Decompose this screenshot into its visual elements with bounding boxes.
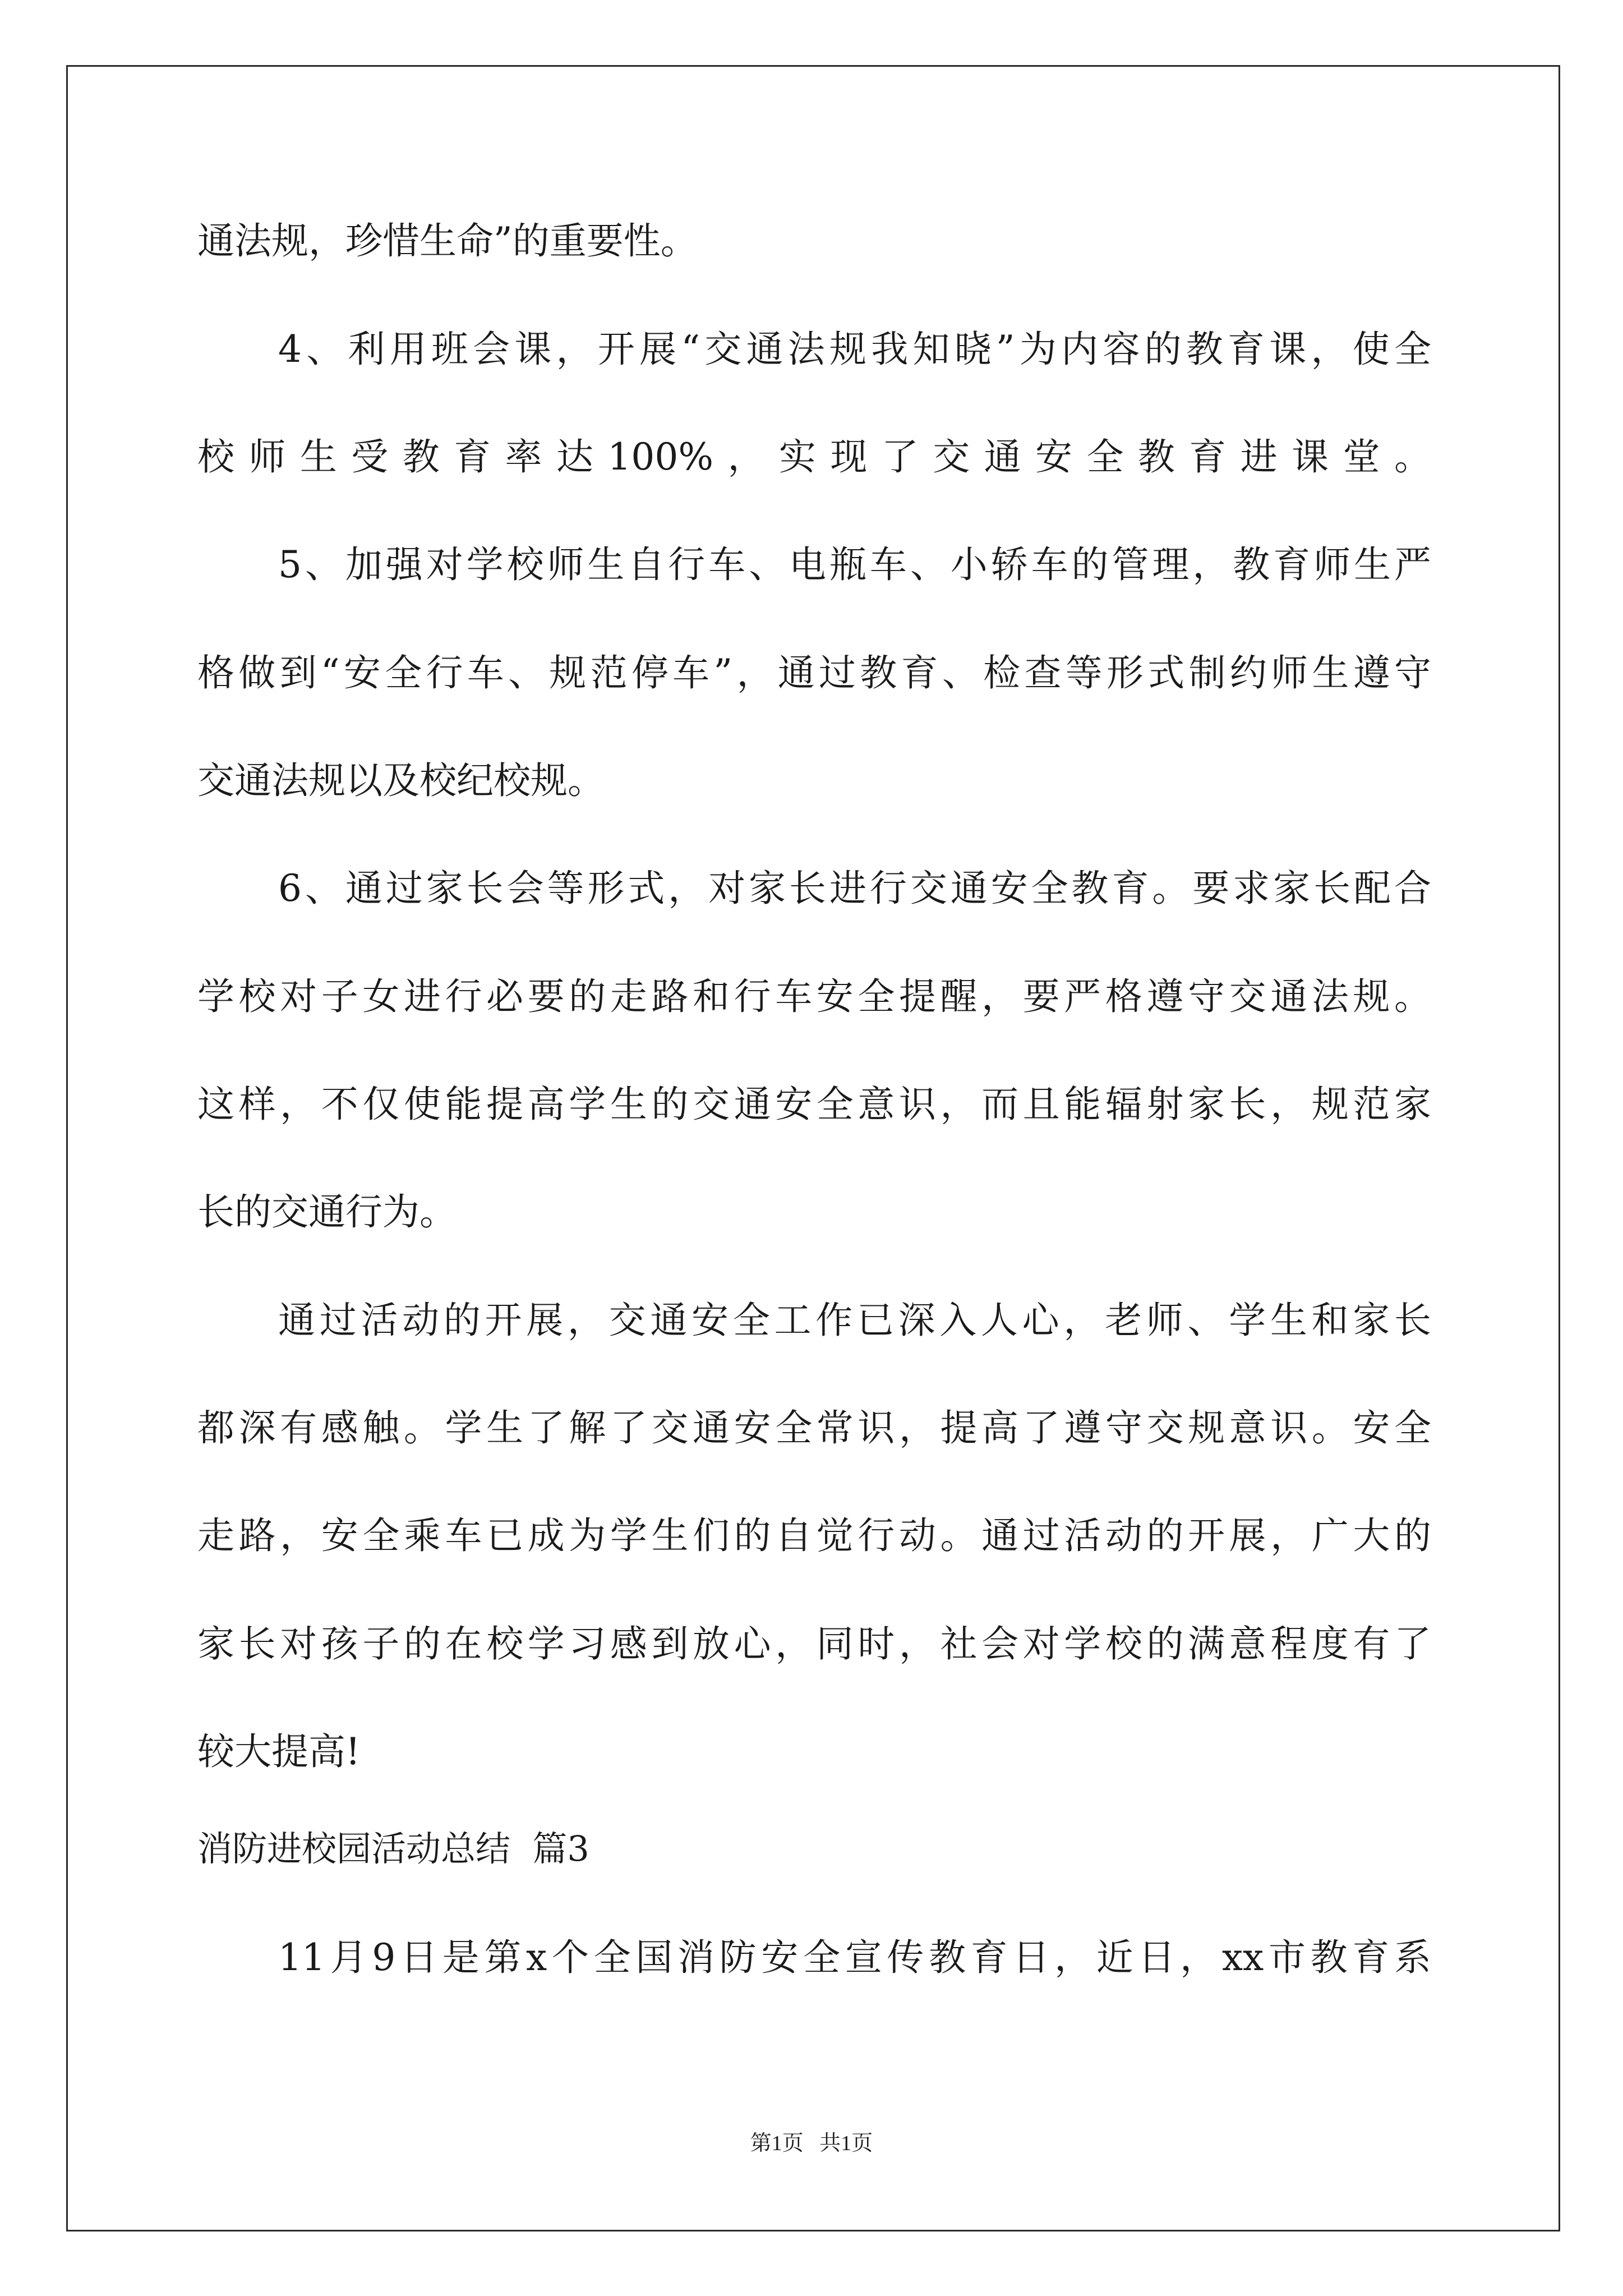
text-line: 通法规，珍惜生命”的重要性。 — [197, 219, 698, 263]
text-line: 校师生受教育率达100%，实现了交通安全教育进课堂。 — [197, 435, 1431, 478]
text-line: 5、加强对学校师生自行车、电瓶车、小轿车的管理，教育师生严 — [278, 543, 1431, 586]
text-line: 长的交通行为。 — [197, 1190, 457, 1234]
text-line: 通过活动的开展，交通安全工作已深入人心，老师、学生和家长 — [278, 1299, 1431, 1342]
text-line: 家长对孩子的在校学习感到放心，同时，社会对学校的满意程度有了 — [197, 1622, 1431, 1665]
section-heading: 消防进校园活动总结 篇3 — [197, 1828, 589, 1869]
text-line: 格做到“安全行车、规范停车”，通过教育、检查等形式制约师生遵守 — [197, 651, 1431, 694]
text-line: 学校对子女进行必要的走路和行车安全提醒，要严格遵守交通法规。 — [197, 975, 1431, 1018]
text-line: 这样，不仅使能提高学生的交通安全意识，而且能辐射家长，规范家 — [197, 1083, 1431, 1126]
page-border — [66, 65, 1560, 2231]
text-line: 4、利用班会课，开展“交通法规我知晓”为内容的教育课，使全 — [278, 328, 1431, 371]
page-footer: 第1页 共1页 — [750, 2132, 873, 2155]
text-line: 交通法规以及校纪校规。 — [197, 759, 605, 802]
text-line: 6、通过家长会等形式，对家长进行交通安全教育。要求家长配合 — [278, 867, 1431, 910]
text-line: 都深有感触。学生了解了交通安全常识，提高了遵守交规意识。安全 — [197, 1406, 1431, 1450]
text-line: 较大提高! — [197, 1730, 361, 1773]
text-line: 走路，安全乘车已成为学生们的自觉行动。通过活动的开展，广大的 — [197, 1514, 1431, 1557]
text-line: 11月9日是第x个全国消防安全宣传教育日，近日，xx市教育系 — [278, 1936, 1431, 1979]
